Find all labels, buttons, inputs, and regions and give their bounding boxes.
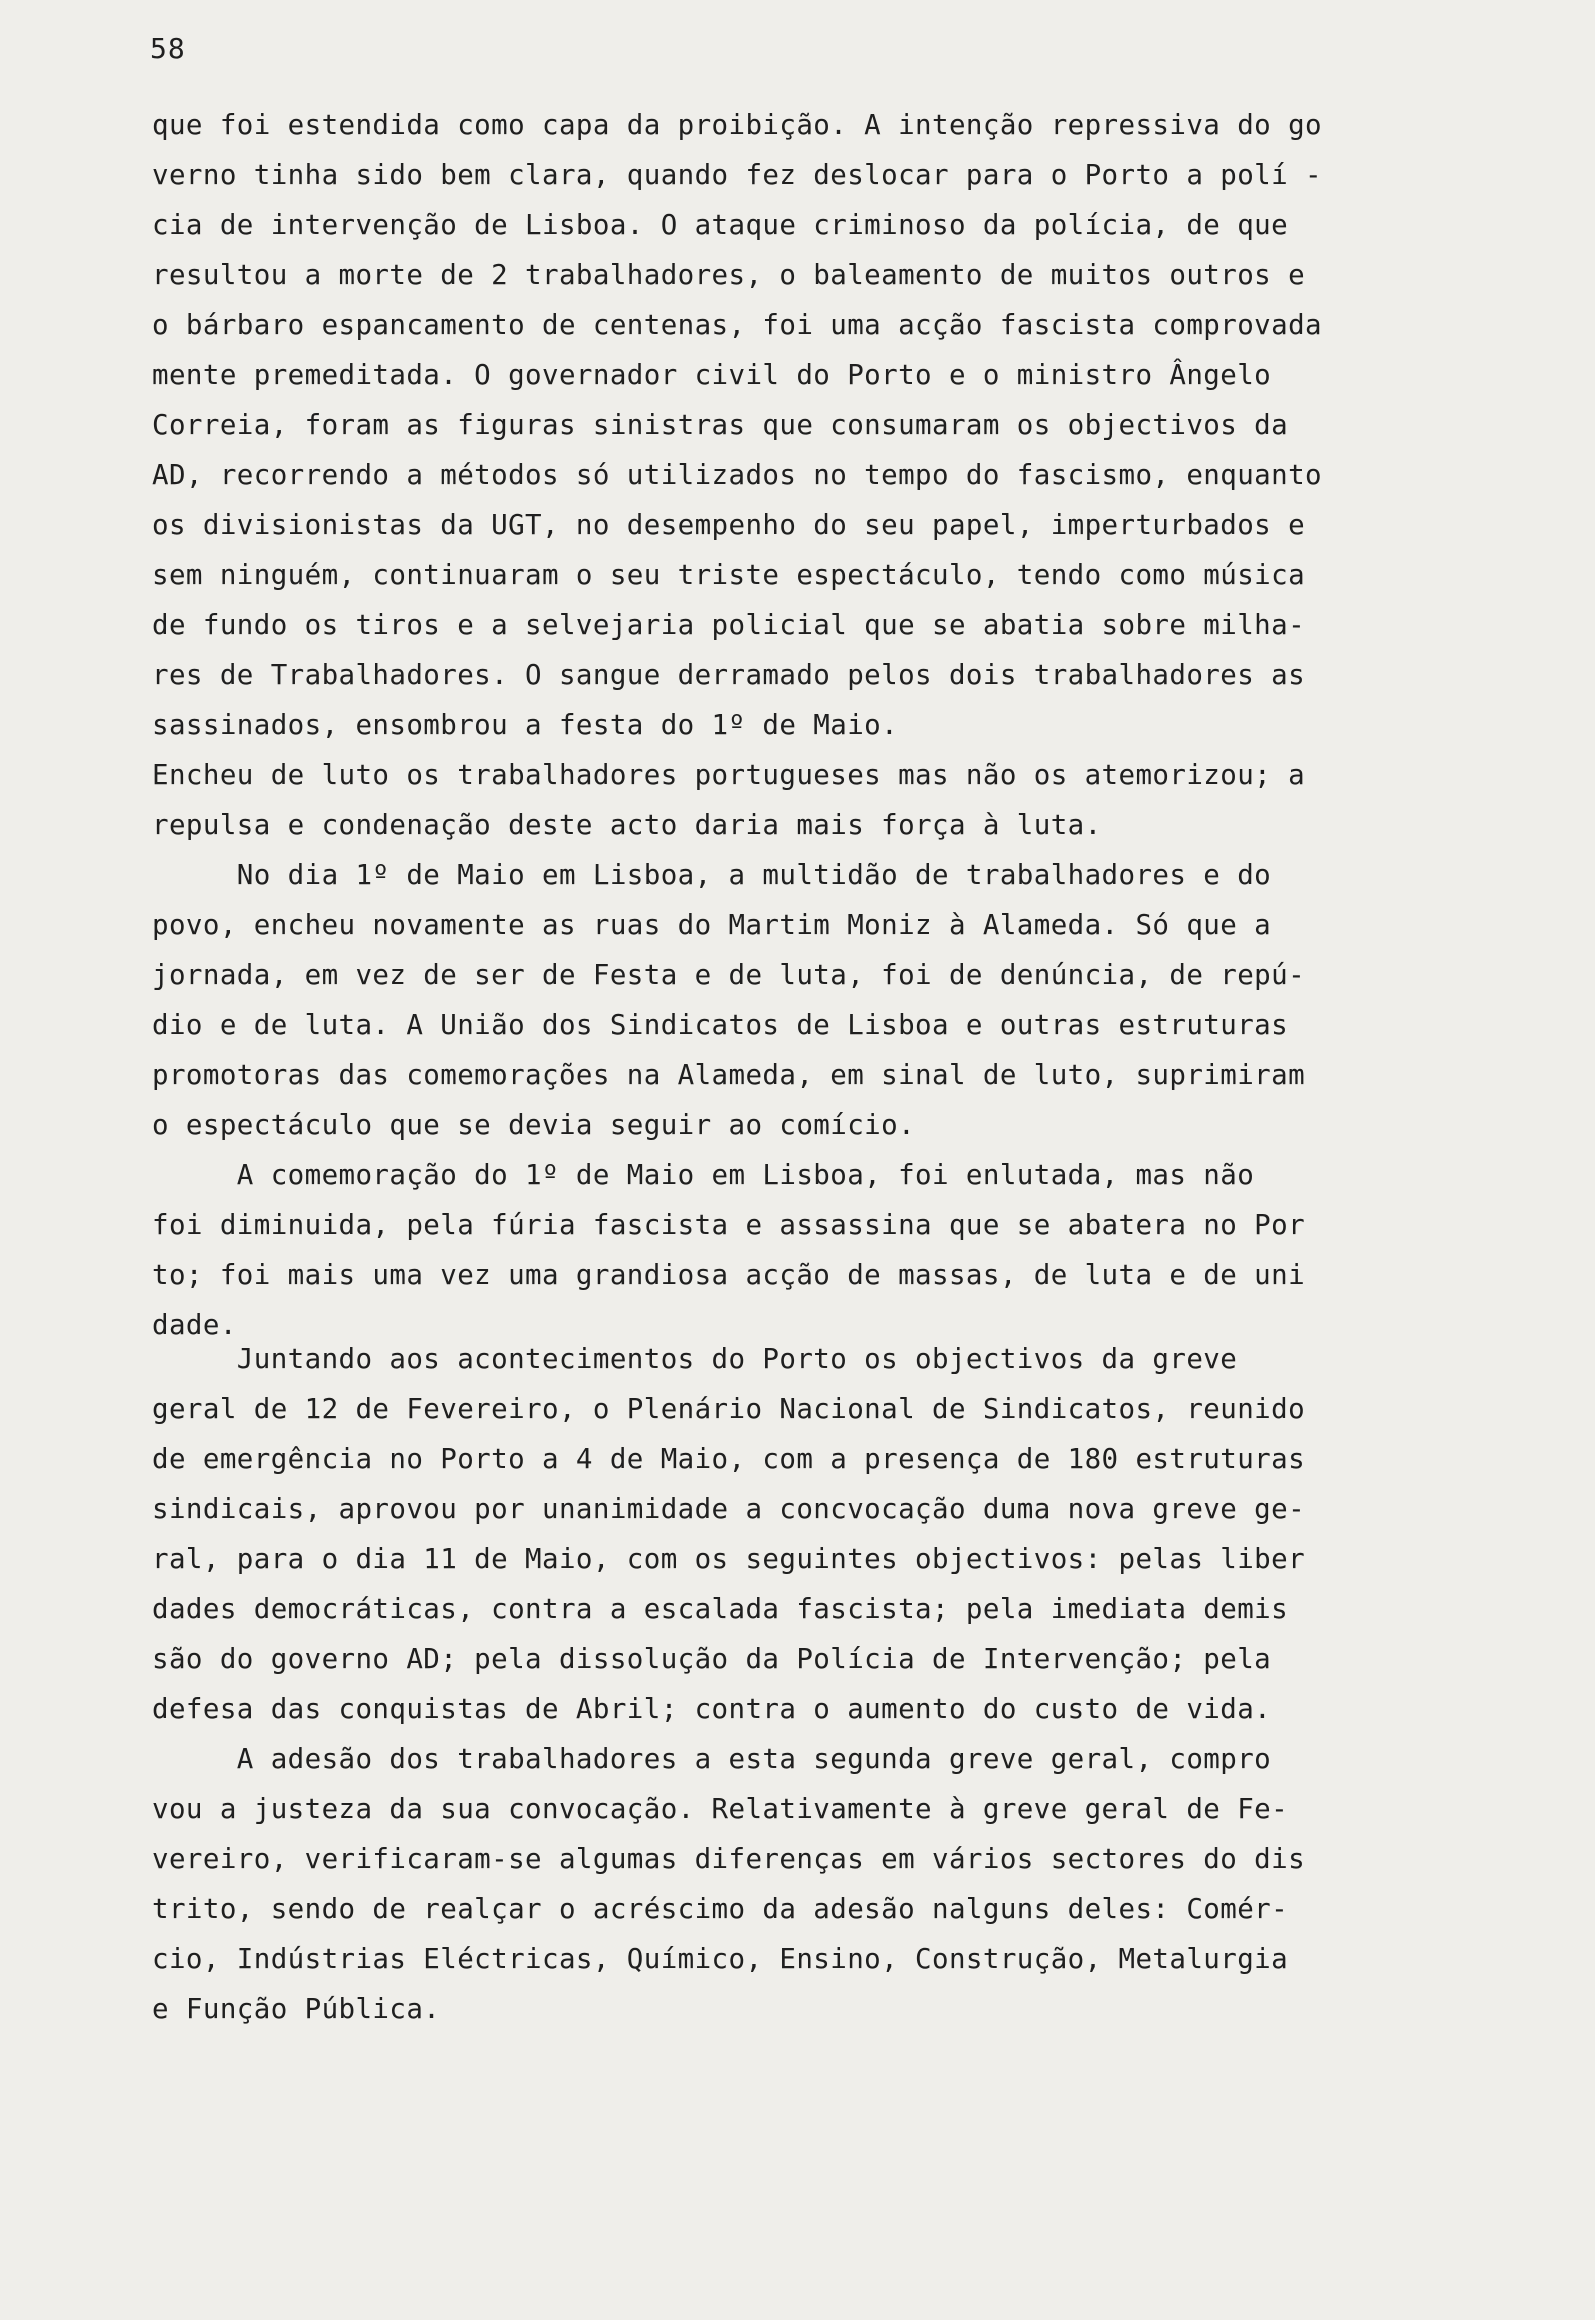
text-line: A adesão dos trabalhadores a esta segunda greve geral, compro (152, 1743, 1272, 1775)
text-line: repulsa e condenação deste acto daria mais força à luta. (152, 809, 1102, 841)
text-line: A comemoração do 1º de Maio em Lisboa, foi enlutada, mas não (152, 1159, 1255, 1191)
text-line: resultou a morte de 2 trabalhadores, o baleamento de muitos outros e (152, 259, 1306, 291)
text-line: são do governo AD; pela dissolução da Polícia de Intervenção; pela (152, 1643, 1272, 1675)
text-line: dade. (152, 1309, 237, 1341)
text-block-upper (152, 100, 1492, 1350)
text-line: cio, Indústrias Eléctricas, Químico, Ensino, Construção, Metalurgia (152, 1943, 1289, 1975)
text-line: foi diminuida, pela fúria fascista e assassina que se abatera no Por (152, 1209, 1306, 1241)
paragraph-general-strike-call (152, 1334, 1492, 1734)
text-line: de fundo os tiros e a selvejaria policial que se abatia sobre milha- (152, 609, 1306, 641)
text-line: sassinados, ensombrou a festa do 1º de Maio. (152, 709, 899, 741)
paragraph-porto-repression (152, 100, 1492, 850)
text-line: vou a justeza da sua convocação. Relativamente à greve geral de Fe- (152, 1793, 1289, 1825)
text-line: ral, para o dia 11 de Maio, com os seguintes objectivos: pelas liber (152, 1543, 1306, 1575)
text-line: sem ninguém, continuaram o seu triste espectáculo, tendo como música (152, 559, 1306, 591)
paragraph-lisbon-may-day (152, 850, 1492, 1150)
text-line: e Função Pública. (152, 1993, 441, 2025)
text-block-lower (152, 1334, 1492, 2034)
text-line: o espectáculo que se devia seguir ao comício. (152, 1109, 916, 1141)
text-line: Juntando aos acontecimentos do Porto os objectivos da greve (152, 1343, 1238, 1375)
text-line: dio e de luta. A União dos Sindicatos de Lisboa e outras estruturas (152, 1009, 1289, 1041)
text-line: povo, encheu novamente as ruas do Martim Moniz à Alameda. Só que a (152, 909, 1272, 941)
text-line: AD, recorrendo a métodos só utilizados no tempo do fascismo, enquanto (152, 459, 1322, 491)
text-line: res de Trabalhadores. O sangue derramado pelos dois trabalhadores as (152, 659, 1306, 691)
text-line: jornada, em vez de ser de Festa e de luta, foi de denúncia, de repú- (152, 959, 1306, 991)
text-line: Encheu de luto os trabalhadores portugueses mas não os atemorizou; a (152, 759, 1306, 791)
text-line: os divisionistas da UGT, no desempenho do seu papel, imperturbados e (152, 509, 1306, 541)
text-line: mente premeditada. O governador civil do Porto e o ministro Ângelo (152, 359, 1272, 391)
text-line: defesa das conquistas de Abril; contra o aumento do custo de vida. (152, 1693, 1272, 1725)
page-number: 58 (150, 32, 186, 65)
paragraph-strike-adhesion (152, 1734, 1492, 2034)
text-line: No dia 1º de Maio em Lisboa, a multidão de trabalhadores e do (152, 859, 1272, 891)
text-line: geral de 12 de Fevereiro, o Plenário Nacional de Sindicatos, reunido (152, 1393, 1306, 1425)
text-line: cia de intervenção de Lisboa. O ataque criminoso da polícia, de que (152, 209, 1289, 241)
text-line: que foi estendida como capa da proibição. A intenção repressiva do go (152, 109, 1322, 141)
text-line: promotoras das comemorações na Alameda, em sinal de luto, suprimiram (152, 1059, 1306, 1091)
text-line: sindicais, aprovou por unanimidade a concvocação duma nova greve ge- (152, 1493, 1306, 1525)
text-line: de emergência no Porto a 4 de Maio, com a presença de 180 estruturas (152, 1443, 1306, 1475)
text-line: to; foi mais uma vez uma grandiosa acção de massas, de luta e de uni (152, 1259, 1306, 1291)
text-line: vereiro, verificaram-se algumas diferenças em vários sectores do dis (152, 1843, 1306, 1875)
text-line: dades democráticas, contra a escalada fascista; pela imediata demis (152, 1593, 1289, 1625)
text-line: trito, sendo de realçar o acréscimo da adesão nalguns deles: Comér- (152, 1893, 1289, 1925)
text-line: verno tinha sido bem clara, quando fez deslocar para o Porto a polí - (152, 159, 1322, 191)
text-line: o bárbaro espancamento de centenas, foi uma acção fascista comprovada (152, 309, 1322, 341)
paragraph-commemoration (152, 1150, 1492, 1350)
text-line: Correia, foram as figuras sinistras que consumaram os objectivos da (152, 409, 1289, 441)
